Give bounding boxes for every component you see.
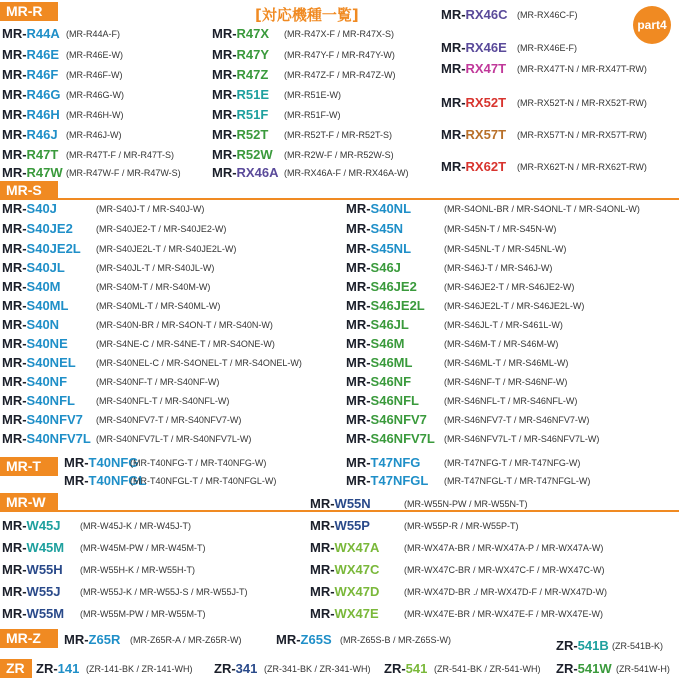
model-variants: (MR-R46E-W) bbox=[66, 50, 123, 60]
model-prefix: ZR- bbox=[36, 661, 58, 676]
model-prefix: MR- bbox=[310, 584, 335, 599]
model-name bbox=[441, 94, 506, 112]
model-name bbox=[2, 411, 83, 429]
model-variants: (MR-S46JE2L-T / MR-S46JE2L-W) bbox=[444, 301, 585, 311]
model-suffix: S45N bbox=[370, 221, 404, 236]
model-prefix: MR- bbox=[2, 374, 27, 389]
model-prefix: ZR- bbox=[384, 661, 406, 676]
model-name bbox=[346, 373, 411, 391]
model-variants: (MR-WX47E-BR / MR-WX47E-F / MR-WX47E-W) bbox=[404, 609, 603, 619]
model-suffix: R52T bbox=[236, 127, 269, 142]
model-name bbox=[346, 297, 425, 315]
model-variants: (MR-R2W-F / MR-R52W-S) bbox=[284, 150, 394, 160]
model-name bbox=[2, 126, 58, 144]
model-name bbox=[212, 66, 268, 84]
model-prefix: MR- bbox=[2, 67, 27, 82]
model-suffix: S46NFV7L bbox=[370, 431, 435, 446]
model-suffix: T40NFG bbox=[88, 455, 139, 470]
model-prefix: MR- bbox=[346, 473, 371, 488]
model-suffix: S40NE bbox=[26, 336, 68, 351]
model-prefix: MR- bbox=[2, 540, 27, 555]
model-name bbox=[441, 39, 507, 57]
model-name bbox=[212, 164, 278, 182]
model-name bbox=[556, 637, 609, 655]
model-prefix: MR- bbox=[346, 431, 371, 446]
model-suffix: S40ML bbox=[26, 298, 69, 313]
model-name bbox=[2, 430, 91, 448]
model-name bbox=[310, 561, 379, 579]
model-name bbox=[2, 259, 65, 277]
model-prefix: MR- bbox=[2, 298, 27, 313]
model-name bbox=[346, 354, 412, 372]
model-name bbox=[2, 517, 61, 535]
model-variants: (MR-R47W-F / MR-R47W-S) bbox=[66, 168, 181, 178]
model-name bbox=[2, 106, 60, 124]
model-name bbox=[212, 126, 268, 144]
model-variants: (MR-WX47C-BR / MR-WX47C-F / MR-WX47C-W) bbox=[404, 565, 605, 575]
model-variants: (MR-S45N-T / MR-S45N-W) bbox=[444, 224, 557, 234]
model-variants: (MR-T47NFG-T / MR-T47NFG-W) bbox=[444, 458, 581, 468]
model-name bbox=[310, 539, 379, 557]
model-suffix: RX52T bbox=[465, 95, 507, 110]
model-variants: (MR-S46J-T / MR-S46J-W) bbox=[444, 263, 553, 273]
model-prefix: MR- bbox=[441, 40, 466, 55]
model-variants: (MR-T40NFG-T / MR-T40NFG-W) bbox=[130, 458, 267, 468]
model-suffix: S40NFV7 bbox=[26, 412, 83, 427]
model-suffix: S40M bbox=[26, 279, 61, 294]
model-prefix: MR- bbox=[2, 221, 27, 236]
model-variants: (MR-S4ONL-BR / MR-S4ONL-T / MR-S4ONL-W) bbox=[444, 204, 640, 214]
model-name bbox=[346, 200, 411, 218]
model-suffix: S40NFL bbox=[26, 393, 75, 408]
model-suffix: 541 bbox=[405, 661, 428, 676]
model-prefix: MR- bbox=[64, 632, 89, 647]
model-suffix: S46NFL bbox=[370, 393, 419, 408]
model-variants: (MR-WX47A-BR / MR-WX47A-P / MR-WX47A-W) bbox=[404, 543, 604, 553]
model-suffix: R47W bbox=[26, 165, 63, 180]
model-variants: (MR-RX62T-N / MR-RX62T-RW) bbox=[517, 162, 647, 172]
model-name bbox=[346, 259, 401, 277]
model-prefix: MR- bbox=[212, 165, 237, 180]
model-suffix: W45M bbox=[26, 540, 65, 555]
model-suffix: RX47T bbox=[465, 61, 507, 76]
model-suffix: WX47D bbox=[334, 584, 380, 599]
model-prefix: MR- bbox=[2, 393, 27, 408]
model-variants: (MR-T40NFGL-T / MR-T40NFGL-W) bbox=[130, 476, 277, 486]
model-variants: (MR-R47Z-F / MR-R47Z-W) bbox=[284, 70, 396, 80]
model-variants: (MR-RX52T-N / MR-RX52T-RW) bbox=[517, 98, 647, 108]
model-prefix: MR- bbox=[346, 260, 371, 275]
model-suffix: S46JE2 bbox=[370, 279, 417, 294]
model-variants: (MR-W55N-PW / MR-W55N-T) bbox=[404, 499, 528, 509]
model-variants: (MR-R46F-W) bbox=[66, 70, 123, 80]
model-suffix: R52W bbox=[236, 147, 273, 162]
model-variants: (MR-W55P-R / MR-W55P-T) bbox=[404, 521, 519, 531]
model-suffix: 541W bbox=[577, 661, 612, 676]
model-prefix: MR- bbox=[2, 201, 27, 216]
model-name bbox=[2, 278, 61, 296]
model-variants: (MR-S4NE-C / MR-S4NE-T / MR-S4ONE-W) bbox=[96, 339, 275, 349]
model-name bbox=[346, 335, 405, 353]
model-variants: (MR-S40NFL-T / MR-S40NFL-W) bbox=[96, 396, 230, 406]
model-suffix: S40NEL bbox=[26, 355, 76, 370]
model-suffix: S46ML bbox=[370, 355, 413, 370]
model-prefix: MR- bbox=[212, 127, 237, 142]
model-prefix: MR- bbox=[441, 159, 466, 174]
section-header-mr-t: MR-T bbox=[0, 457, 58, 476]
model-variants: (MR-S40N-BR / MR-S4ON-T / MR-S40N-W) bbox=[96, 320, 273, 330]
model-prefix: MR- bbox=[2, 165, 27, 180]
model-prefix: MR- bbox=[310, 606, 335, 621]
model-name bbox=[2, 146, 58, 164]
model-prefix: MR- bbox=[2, 336, 27, 351]
model-suffix: R51F bbox=[236, 107, 269, 122]
section-header-zr: ZR bbox=[0, 659, 32, 678]
model-name bbox=[2, 373, 67, 391]
part-badge: part4 bbox=[633, 6, 671, 44]
model-name bbox=[212, 86, 269, 104]
model-suffix: RX57T bbox=[465, 127, 507, 142]
model-suffix: W55J bbox=[26, 584, 61, 599]
model-variants: (MR-W45J-K / MR-W45J-T) bbox=[80, 521, 191, 531]
model-prefix: MR- bbox=[2, 518, 27, 533]
model-name bbox=[346, 411, 427, 429]
model-prefix: MR- bbox=[2, 107, 27, 122]
model-prefix: MR- bbox=[2, 279, 27, 294]
model-variants: (MR-RX46E-F) bbox=[517, 43, 577, 53]
model-name bbox=[2, 316, 59, 334]
model-suffix: R47X bbox=[236, 26, 270, 41]
model-variants: (MR-S46NFV7L-T / MR-S46NFV7L-W) bbox=[444, 434, 600, 444]
model-suffix: WX47E bbox=[334, 606, 379, 621]
model-variants: (MR-S40NF-T / MR-S40NF-W) bbox=[96, 377, 220, 387]
model-name bbox=[556, 660, 612, 678]
model-variants: (ZR-141-BK / ZR-141-WH) bbox=[86, 664, 193, 674]
model-suffix: RX46C bbox=[465, 7, 508, 22]
model-suffix: RX46A bbox=[236, 165, 279, 180]
model-variants: (MR-R47Y-F / MR-R47Y-W) bbox=[284, 50, 395, 60]
model-variants: (MR-S40JL-T / MR-S40JL-W) bbox=[96, 263, 215, 273]
model-name bbox=[346, 240, 411, 258]
model-suffix: WX47A bbox=[334, 540, 380, 555]
model-prefix: MR- bbox=[2, 584, 27, 599]
model-variants: (MR-Z65S-B / MR-Z65S-W) bbox=[340, 635, 451, 645]
model-variants: (MR-R47T-F / MR-R47T-S) bbox=[66, 150, 174, 160]
model-suffix: S46JL bbox=[370, 317, 409, 332]
model-suffix: S46JE2L bbox=[370, 298, 425, 313]
model-prefix: MR- bbox=[2, 127, 27, 142]
model-name bbox=[36, 660, 79, 678]
model-variants: (MR-R52T-F / MR-R52T-S) bbox=[284, 130, 392, 140]
model-variants: (MR-R44A-F) bbox=[66, 29, 120, 39]
section-header-mr-z: MR-Z bbox=[0, 629, 58, 648]
model-name bbox=[346, 316, 409, 334]
model-variants: (MR-S40ML-T / MR-S40ML-W) bbox=[96, 301, 221, 311]
model-name bbox=[441, 158, 506, 176]
model-name bbox=[214, 660, 257, 678]
model-name bbox=[441, 60, 506, 78]
model-variants: (MR-R46J-W) bbox=[66, 130, 122, 140]
model-variants: (MR-W55H-K / MR-W55H-T) bbox=[80, 565, 195, 575]
model-suffix: R47Y bbox=[236, 47, 270, 62]
model-variants: (MR-R46G-W) bbox=[66, 90, 124, 100]
model-suffix: 541B bbox=[577, 638, 609, 653]
model-variants: (MR-W55M-PW / MR-W55M-T) bbox=[80, 609, 206, 619]
model-variants: (MR-S46NFL-T / MR-S46NFL-W) bbox=[444, 396, 578, 406]
model-suffix: R44A bbox=[26, 26, 60, 41]
model-variants: (MR-S46JE2-T / MR-S46JE2-W) bbox=[444, 282, 575, 292]
model-suffix: W55H bbox=[26, 562, 63, 577]
model-prefix: ZR- bbox=[214, 661, 236, 676]
model-variants: (MR-S40NEL-C / MR-S4ONEL-T / MR-S4ONEL-W) bbox=[96, 358, 302, 368]
model-suffix: WX47C bbox=[334, 562, 380, 577]
model-prefix: MR- bbox=[212, 47, 237, 62]
model-variants: (MR-S46NF-T / MR-S46NF-W) bbox=[444, 377, 568, 387]
model-prefix: MR- bbox=[346, 455, 371, 470]
model-prefix: MR- bbox=[346, 374, 371, 389]
model-name bbox=[310, 495, 371, 513]
model-variants: (MR-S40NFV7L-T / MR-S40NFV7L-W) bbox=[96, 434, 252, 444]
model-suffix: S46J bbox=[370, 260, 401, 275]
model-suffix: S40N bbox=[26, 317, 60, 332]
model-prefix: MR- bbox=[346, 241, 371, 256]
model-suffix: T47NFGL bbox=[370, 473, 429, 488]
model-suffix: R46H bbox=[26, 107, 60, 122]
model-variants: (ZR-541B-K) bbox=[612, 641, 664, 651]
model-name bbox=[346, 278, 417, 296]
model-suffix: RX62T bbox=[465, 159, 507, 174]
model-variants: (MR-S46NFV7-T / MR-S46NFV7-W) bbox=[444, 415, 590, 425]
page-title: [対応機種一覧] bbox=[255, 6, 359, 24]
model-prefix: MR- bbox=[346, 221, 371, 236]
model-variants: (MR-S40JE2-T / MR-S40JE2-W) bbox=[96, 224, 227, 234]
model-prefix: MR- bbox=[310, 562, 335, 577]
model-variants: (MR-RX46A-F / MR-RX46A-W) bbox=[284, 168, 409, 178]
model-prefix: ZR- bbox=[556, 638, 578, 653]
model-variants: (MR-RX46C-F) bbox=[517, 10, 578, 20]
model-suffix: R46J bbox=[26, 127, 58, 142]
model-variants: (MR-W55J-K / MR-W55J-S / MR-W55J-T) bbox=[80, 587, 248, 597]
model-prefix: MR- bbox=[2, 606, 27, 621]
model-suffix: R46E bbox=[26, 47, 60, 62]
model-name bbox=[2, 240, 81, 258]
model-prefix: MR- bbox=[346, 201, 371, 216]
model-variants: (MR-S46ML-T / MR-S46ML-W) bbox=[444, 358, 569, 368]
model-variants: (MR-R51F-W) bbox=[284, 110, 341, 120]
model-suffix: S45NL bbox=[370, 241, 412, 256]
model-prefix: MR- bbox=[212, 67, 237, 82]
model-suffix: W55N bbox=[334, 496, 371, 511]
model-prefix: MR- bbox=[346, 317, 371, 332]
model-suffix: R47Z bbox=[236, 67, 269, 82]
model-name bbox=[346, 392, 419, 410]
model-name bbox=[64, 631, 120, 649]
model-name bbox=[441, 6, 507, 24]
model-variants: (MR-R46H-W) bbox=[66, 110, 124, 120]
model-variants: (MR-S40M-T / MR-S40M-W) bbox=[96, 282, 211, 292]
model-name bbox=[310, 605, 379, 623]
model-prefix: MR- bbox=[212, 87, 237, 102]
model-prefix: MR- bbox=[2, 241, 27, 256]
model-suffix: S40NFV7L bbox=[26, 431, 91, 446]
model-name bbox=[276, 631, 332, 649]
model-suffix: R46G bbox=[26, 87, 61, 102]
model-name bbox=[310, 583, 379, 601]
model-prefix: MR- bbox=[310, 540, 335, 555]
model-variants: (MR-S40NFV7-T / MR-S40NFV7-W) bbox=[96, 415, 242, 425]
model-name bbox=[2, 539, 64, 557]
model-name bbox=[2, 200, 57, 218]
model-prefix: MR- bbox=[346, 412, 371, 427]
model-name bbox=[346, 220, 403, 238]
model-prefix: MR- bbox=[212, 107, 237, 122]
model-suffix: S46NFV7 bbox=[370, 412, 427, 427]
model-prefix: MR- bbox=[212, 147, 237, 162]
model-suffix: R51E bbox=[236, 87, 270, 102]
model-variants: (MR-T47NFGL-T / MR-T47NFGL-W) bbox=[444, 476, 591, 486]
model-suffix: S40J bbox=[26, 201, 57, 216]
model-name bbox=[441, 126, 506, 144]
model-suffix: S40NF bbox=[26, 374, 68, 389]
model-prefix: MR- bbox=[64, 473, 89, 488]
model-suffix: S40JL bbox=[26, 260, 65, 275]
model-prefix: MR- bbox=[2, 47, 27, 62]
model-name bbox=[212, 46, 269, 64]
model-variants: (MR-W45M-PW / MR-W45M-T) bbox=[80, 543, 206, 553]
model-variants: (ZR-341-BK / ZR-341-WH) bbox=[264, 664, 371, 674]
model-prefix: MR- bbox=[212, 26, 237, 41]
model-prefix: MR- bbox=[276, 632, 301, 647]
model-name bbox=[2, 46, 59, 64]
model-name bbox=[2, 25, 60, 43]
model-name bbox=[2, 605, 64, 623]
model-name bbox=[2, 583, 61, 601]
model-suffix: T40NFGL bbox=[88, 473, 147, 488]
model-name bbox=[64, 454, 138, 472]
model-name bbox=[2, 164, 63, 182]
model-prefix: MR- bbox=[346, 336, 371, 351]
model-name bbox=[346, 430, 435, 448]
section-header-mr-r: MR-R bbox=[0, 2, 58, 21]
model-name bbox=[212, 146, 273, 164]
model-prefix: MR- bbox=[346, 393, 371, 408]
model-suffix: 141 bbox=[57, 661, 80, 676]
model-name bbox=[2, 86, 61, 104]
model-suffix: W55P bbox=[334, 518, 370, 533]
model-variants: (MR-RX57T-N / MR-RX57T-RW) bbox=[517, 130, 647, 140]
model-variants: (ZR-541-BK / ZR-541-WH) bbox=[434, 664, 541, 674]
model-suffix: Z65S bbox=[300, 632, 332, 647]
model-name bbox=[212, 25, 269, 43]
model-prefix: MR- bbox=[2, 562, 27, 577]
model-name bbox=[2, 392, 75, 410]
model-variants: (MR-R47X-F / MR-R47X-S) bbox=[284, 29, 395, 39]
model-suffix: S46NF bbox=[370, 374, 412, 389]
model-prefix: MR- bbox=[310, 496, 335, 511]
model-variants: (MR-Z65R-A / MR-Z65R-W) bbox=[130, 635, 242, 645]
model-suffix: R47T bbox=[26, 147, 59, 162]
model-prefix: MR- bbox=[2, 26, 27, 41]
model-prefix: MR- bbox=[2, 431, 27, 446]
model-suffix: S40NL bbox=[370, 201, 412, 216]
model-prefix: MR- bbox=[441, 127, 466, 142]
model-name bbox=[2, 354, 76, 372]
model-suffix: R46F bbox=[26, 67, 59, 82]
model-variants: (MR-S45NL-T / MR-S45NL-W) bbox=[444, 244, 567, 254]
model-prefix: MR- bbox=[2, 147, 27, 162]
model-name bbox=[346, 454, 420, 472]
model-variants: (MR-S46JL-T / MR-S461L-W) bbox=[444, 320, 563, 330]
model-prefix: MR- bbox=[441, 61, 466, 76]
model-prefix: ZR- bbox=[556, 661, 578, 676]
model-suffix: S40JE2L bbox=[26, 241, 81, 256]
section-header-mr-s: MR-S bbox=[0, 181, 58, 200]
model-prefix: MR- bbox=[346, 298, 371, 313]
model-name bbox=[2, 220, 73, 238]
model-variants: (MR-S46M-T / MR-S46M-W) bbox=[444, 339, 559, 349]
model-prefix: MR- bbox=[2, 412, 27, 427]
model-name bbox=[2, 561, 63, 579]
model-suffix: S46M bbox=[370, 336, 405, 351]
model-variants: (MR-RX47T-N / MR-RX47T-RW) bbox=[517, 64, 647, 74]
model-name bbox=[2, 66, 58, 84]
model-prefix: MR- bbox=[2, 260, 27, 275]
model-variants: (MR-S40JE2L-T / MR-S40JE2L-W) bbox=[96, 244, 237, 254]
model-prefix: MR- bbox=[2, 355, 27, 370]
model-variants: (ZR-541W-H) bbox=[616, 664, 670, 674]
model-prefix: MR- bbox=[441, 95, 466, 110]
model-suffix: Z65R bbox=[88, 632, 121, 647]
model-name bbox=[2, 335, 68, 353]
model-prefix: MR- bbox=[441, 7, 466, 22]
model-variants: (MR-S40J-T / MR-S40J-W) bbox=[96, 204, 205, 214]
model-suffix: T47NFG bbox=[370, 455, 421, 470]
model-suffix: S40JE2 bbox=[26, 221, 73, 236]
section-header-mr-w: MR-W bbox=[0, 493, 58, 512]
model-variants: (MR-R51E-W) bbox=[284, 90, 341, 100]
model-name bbox=[384, 660, 427, 678]
model-suffix: 341 bbox=[235, 661, 258, 676]
model-suffix: W55M bbox=[26, 606, 65, 621]
model-prefix: MR- bbox=[346, 355, 371, 370]
model-prefix: MR- bbox=[2, 317, 27, 332]
model-name bbox=[346, 472, 428, 490]
model-suffix: RX46E bbox=[465, 40, 507, 55]
model-prefix: MR- bbox=[2, 87, 27, 102]
model-variants: (MR-WX47D-BR ./ MR-WX47D-F / MR-WX47D-W) bbox=[404, 587, 607, 597]
model-prefix: MR- bbox=[64, 455, 89, 470]
model-prefix: MR- bbox=[310, 518, 335, 533]
model-suffix: W45J bbox=[26, 518, 61, 533]
model-name bbox=[212, 106, 268, 124]
model-name bbox=[2, 297, 68, 315]
model-name bbox=[310, 517, 370, 535]
model-prefix: MR- bbox=[346, 279, 371, 294]
